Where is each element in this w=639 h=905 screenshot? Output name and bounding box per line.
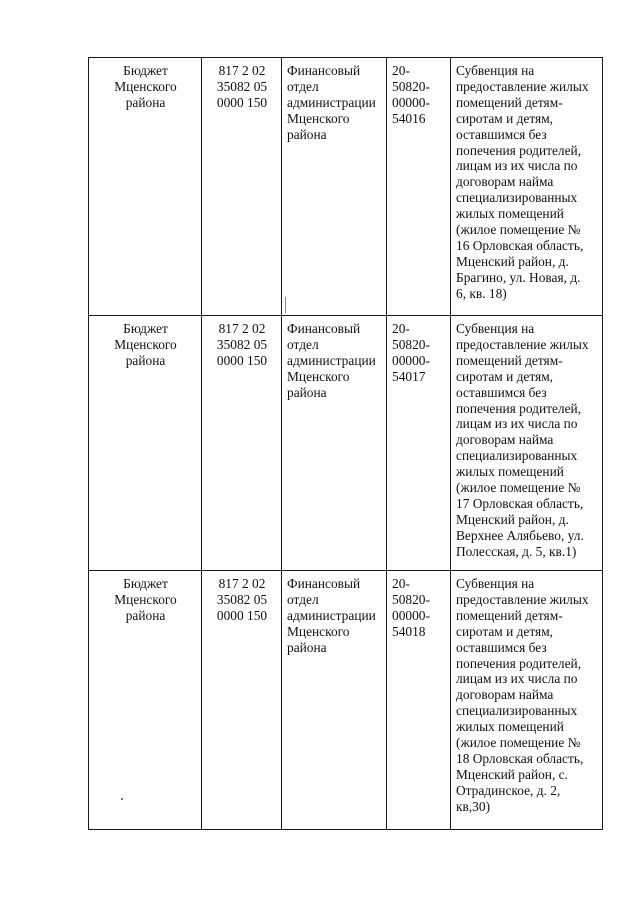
budget-code-text: 817 2 02 35082 05 0000 150	[216, 576, 268, 623]
budget-cell	[89, 571, 202, 830]
description-text: Субвенция на предоставление жилых помещений детям- сиротам и детям, оставшимся без попечения родителей, лицам из их числа по договорам найма специализированных жилых помещений (жилое помещение № 18 Орловская область, Мценский район, с. Отрадинское, д. 2, кв,30)	[456, 576, 589, 814]
table-row	[89, 58, 603, 316]
budget-text: Бюджет Мценского района	[114, 63, 177, 110]
record-number-text: 20- 50820- 00000- 54016	[392, 63, 430, 126]
budget-code-cell	[202, 316, 282, 571]
scan-artifact-line	[285, 297, 286, 313]
budget-code-cell	[202, 58, 282, 316]
record-number-text: 20- 50820- 00000- 54017	[392, 321, 430, 384]
budget-text: Бюджет Мценского района	[114, 321, 177, 368]
budget-cell	[89, 58, 202, 316]
budget-cell	[89, 316, 202, 571]
budget-code-cell	[202, 571, 282, 830]
record-number-cell	[387, 58, 451, 316]
table-row	[89, 571, 603, 830]
administrator-text: Финансовый отдел администрации Мценского района	[287, 63, 376, 142]
budget-table	[88, 57, 603, 830]
budget-code-text: 817 2 02 35082 05 0000 150	[216, 63, 268, 110]
description-text: Субвенция на предоставление жилых помещений детям- сиротам и детям, оставшимся без попечения родителей, лицам из их числа по договорам найма специализированных жилых помещений (жилое помещение № 17 Орловская область, Мценский район, д. Верхнее Алябьево, ул. Полесская, д. 5, кв.1)	[456, 321, 589, 559]
description-cell	[451, 571, 603, 830]
administrator-cell	[282, 316, 387, 571]
description-text: Субвенция на предоставление жилых помещений детям- сиротам и детям, оставшимся без попечения родителей, лицам из их числа по договорам найма специализированных жилых помещений (жилое помещение № 16 Орловская область, Мценский район, д. Брагино, ул. Новая, д. 6, кв. 18)	[456, 63, 589, 301]
description-cell	[451, 58, 603, 316]
administrator-cell	[282, 58, 387, 316]
administrator-cell	[282, 571, 387, 830]
budget-text: Бюджет Мценского района	[114, 576, 177, 623]
record-number-cell	[387, 316, 451, 571]
description-cell	[451, 316, 603, 571]
budget-code-text: 817 2 02 35082 05 0000 150	[216, 321, 268, 368]
record-number-text: 20- 50820- 00000- 54018	[392, 576, 430, 639]
administrator-text: Финансовый отдел администрации Мценского района	[287, 321, 376, 400]
administrator-text: Финансовый отдел администрации Мценского района	[287, 576, 376, 655]
table-row	[89, 316, 603, 571]
scan-artifact-dot	[121, 798, 123, 800]
record-number-cell	[387, 571, 451, 830]
